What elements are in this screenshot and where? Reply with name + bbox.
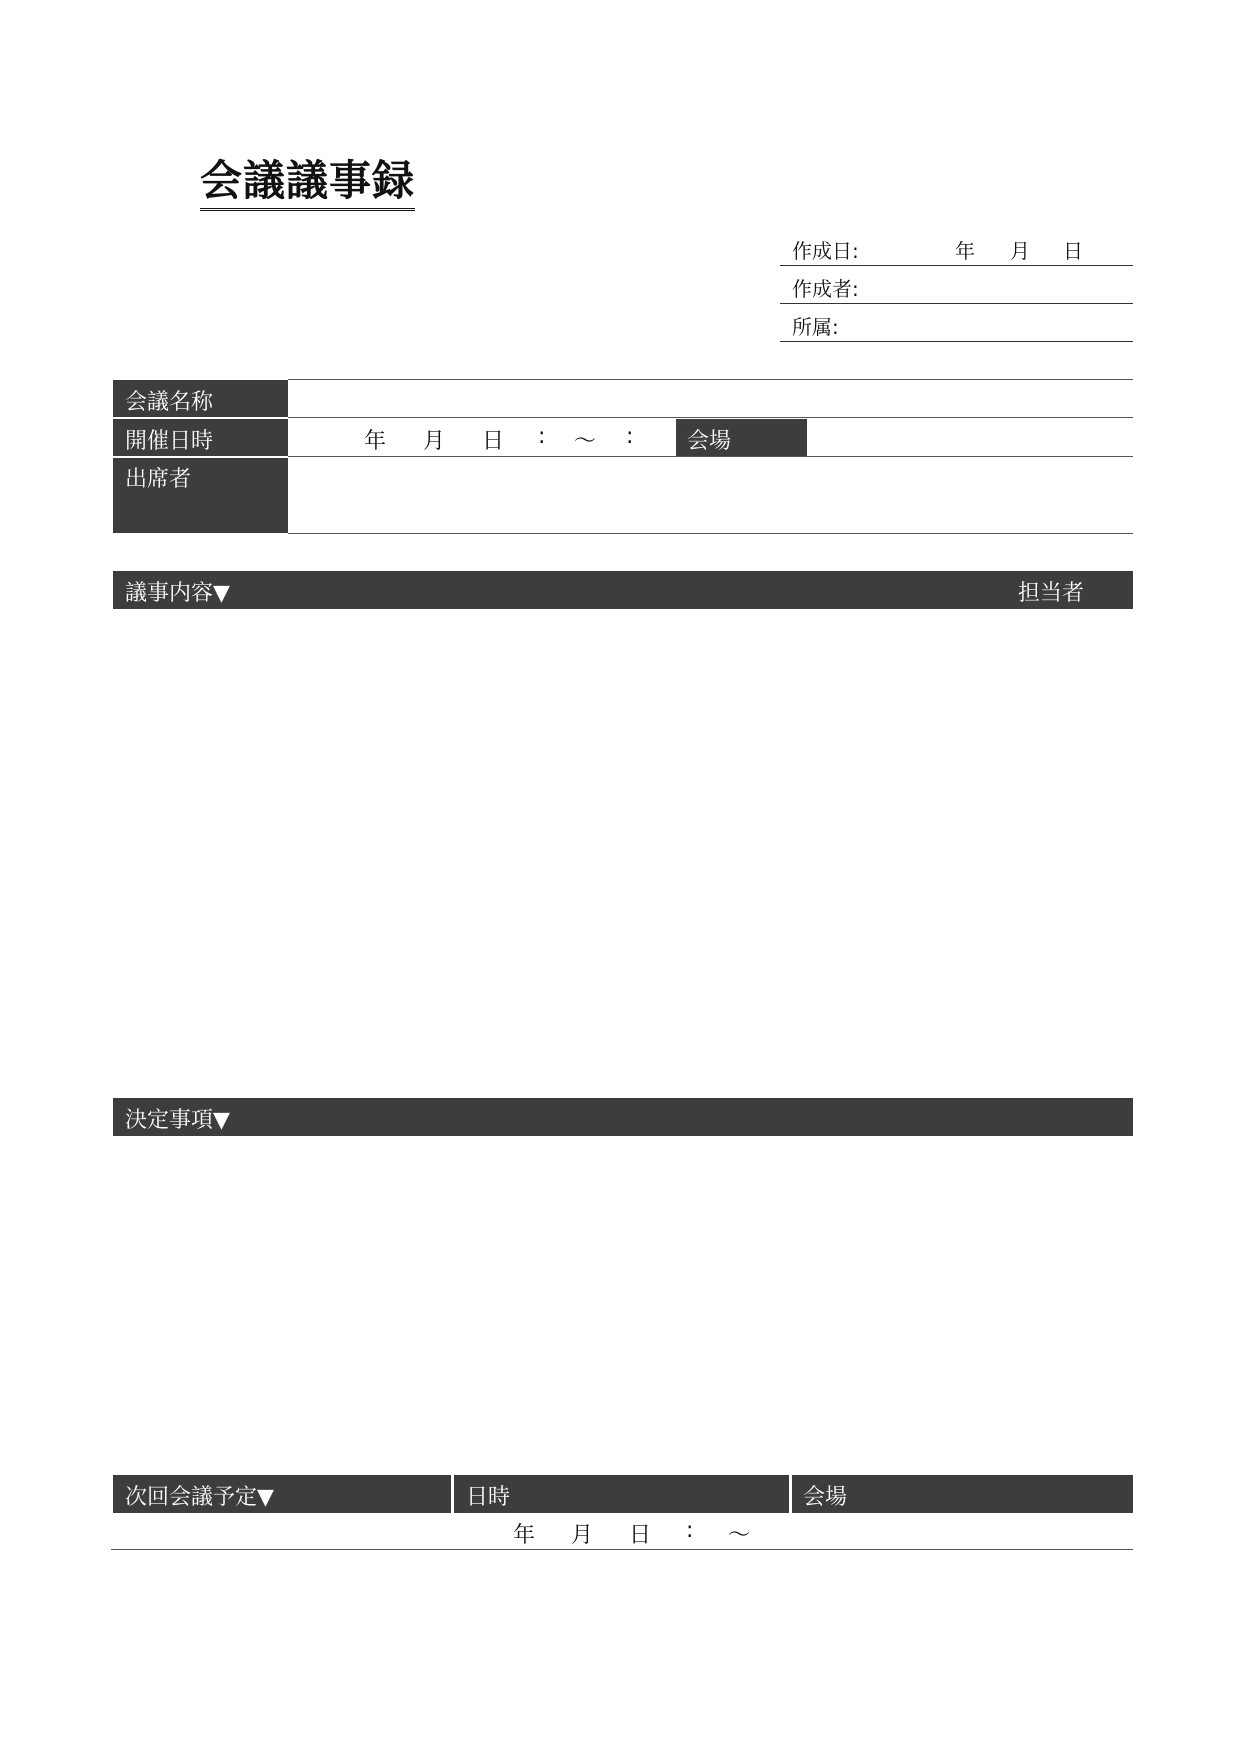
date-year-unit: 年 (364, 429, 387, 454)
table-bottom-line (288, 533, 1133, 534)
next-meeting-label-cell (113, 1475, 451, 1513)
author-label: 作成者: (792, 277, 859, 301)
department-row (780, 303, 1133, 342)
time-tilde: 〜 (574, 429, 597, 454)
created-day-unit: 日 (1063, 239, 1083, 263)
assignee-label: 担当者 (1018, 581, 1085, 606)
meeting-name-label: 会議名称 (125, 390, 214, 415)
next-day-unit: 日 (629, 1523, 652, 1548)
next-meeting-bottom-line (111, 1549, 1133, 1550)
next-datetime-label: 日時 (466, 1485, 511, 1510)
next-month-unit: 月 (571, 1523, 594, 1548)
author-row (780, 265, 1133, 304)
date-month-unit: 月 (423, 429, 446, 454)
meeting-name-label-cell (113, 380, 288, 417)
date-day-unit: 日 (482, 429, 505, 454)
next-year-unit: 年 (513, 1523, 536, 1548)
department-label: 所属: (792, 315, 839, 339)
attendees-label: 出席者 (125, 467, 192, 492)
next-meeting-label: 次回会議予定▼ (125, 1485, 274, 1510)
venue-label: 会場 (687, 429, 732, 454)
created-month-unit: 月 (1010, 239, 1030, 263)
datetime-label-cell (113, 419, 288, 456)
agenda-header (113, 571, 1133, 609)
next-venue-label: 会場 (803, 1485, 848, 1510)
time-colon-2: : (626, 424, 634, 449)
row-divider (288, 417, 1133, 418)
created-date-row (780, 227, 1133, 266)
next-datetime-label-cell (454, 1475, 789, 1513)
venue-label-cell (676, 419, 807, 456)
time-colon-1: : (538, 424, 546, 449)
created-year-unit: 年 (955, 239, 975, 263)
agenda-label: 議事内容▼ (125, 581, 230, 606)
decisions-label: 決定事項▼ (125, 1108, 230, 1133)
datetime-label: 開催日時 (125, 429, 214, 454)
row-divider (288, 456, 1133, 457)
next-colon: : (686, 1518, 694, 1543)
created-date-label: 作成日: (792, 239, 859, 263)
page-title: 会議議事録 (200, 160, 415, 211)
next-tilde: 〜 (728, 1523, 751, 1548)
table-top-line (288, 379, 1133, 380)
attendees-label-cell (113, 458, 288, 533)
next-venue-label-cell (792, 1475, 1133, 1513)
decisions-header (113, 1098, 1133, 1136)
